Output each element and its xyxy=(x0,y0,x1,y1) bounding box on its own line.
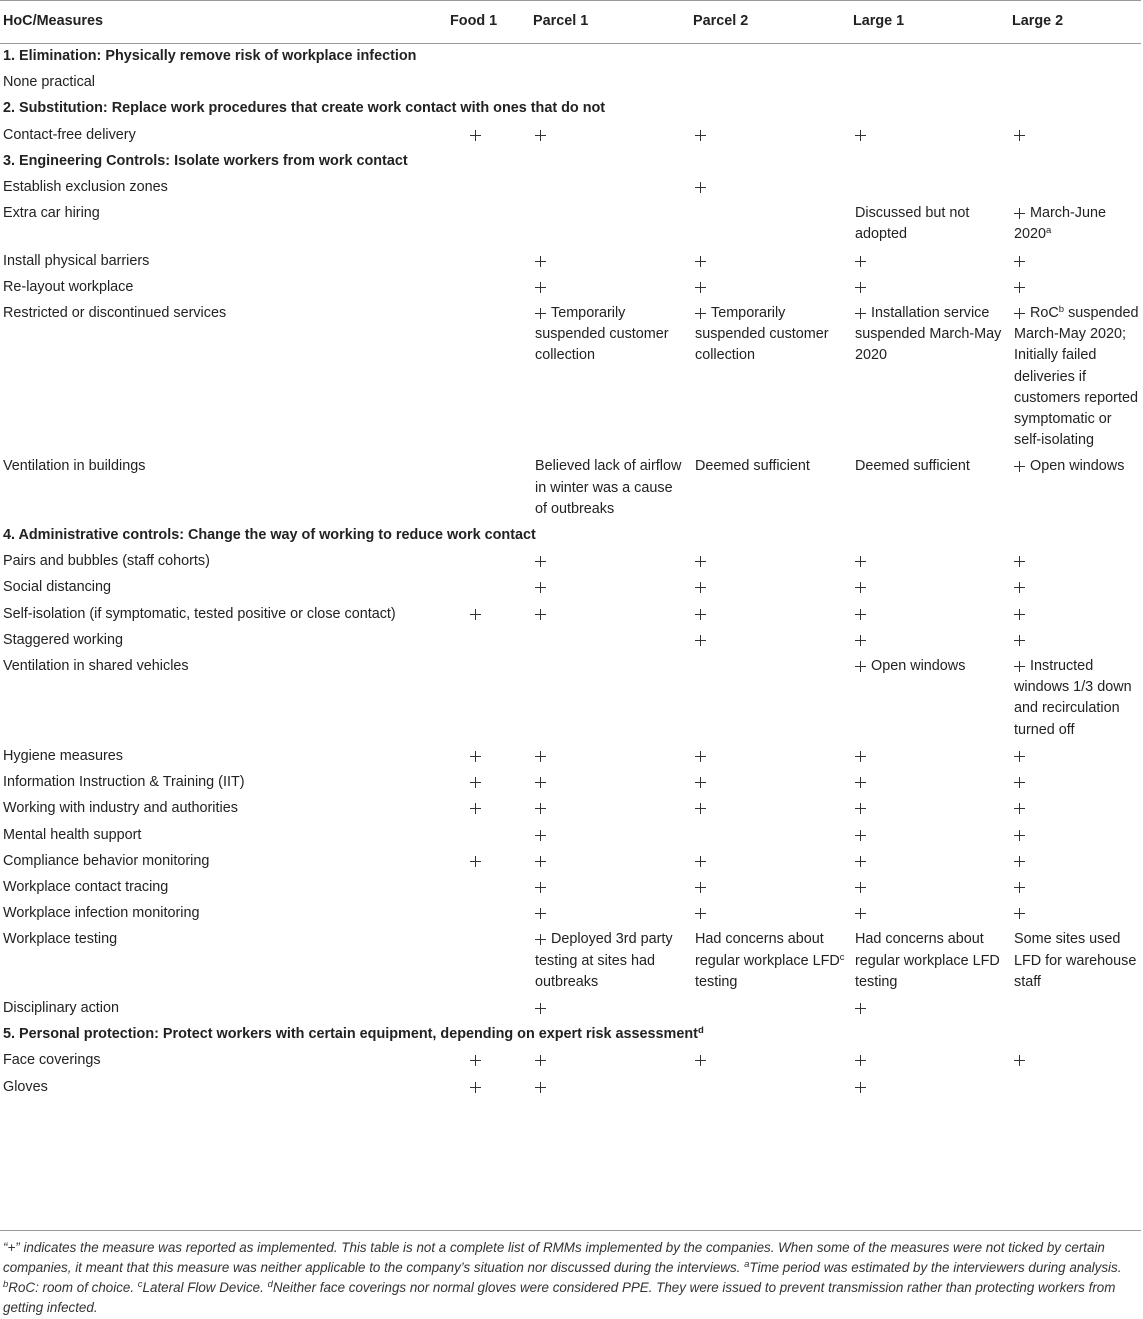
measure-label: Pairs and bubbles (staff cohorts) xyxy=(3,553,210,570)
plus-mark xyxy=(855,803,866,814)
cell-large-1 xyxy=(850,770,1009,796)
plus-mark xyxy=(1014,130,1025,141)
cell-food-1 xyxy=(445,249,530,275)
measure-label: Ventilation in buildings xyxy=(3,458,146,475)
plus-mark xyxy=(1014,308,1025,319)
cell-parcel-2 xyxy=(690,123,850,149)
plus-mark xyxy=(695,609,706,620)
cell-large-1 xyxy=(850,602,1009,628)
plus-mark xyxy=(470,803,481,814)
cell-large-1 xyxy=(850,175,1009,201)
cell-parcel-2 xyxy=(690,796,850,822)
cell-food-1 xyxy=(445,654,530,744)
plus-mark xyxy=(535,582,546,593)
cell-food-1 xyxy=(445,628,530,654)
cell-parcel-1 xyxy=(530,70,690,96)
cell-large-2 xyxy=(1009,628,1141,654)
cell-food-1 xyxy=(445,927,530,996)
plus-mark xyxy=(470,1055,481,1066)
header-measures: HoC/Measures xyxy=(0,1,445,44)
measure-label: Establish exclusion zones xyxy=(3,179,168,196)
plus-mark xyxy=(535,130,546,141)
cell-parcel-2 xyxy=(690,70,850,96)
cell-food-1 xyxy=(445,201,530,248)
plus-mark xyxy=(535,777,546,788)
plus-mark xyxy=(695,182,706,193)
plus-mark xyxy=(535,934,546,945)
plus-mark xyxy=(855,777,866,788)
table-row xyxy=(0,901,1141,927)
plus-mark xyxy=(855,556,866,567)
section-title: 1. Elimination: Physically remove risk of workplace infection xyxy=(3,48,417,64)
table-row xyxy=(0,744,1141,770)
cell-large-2 xyxy=(1009,249,1141,275)
cell-parcel-1 xyxy=(530,770,690,796)
cell-parcel-2 xyxy=(690,201,850,248)
cell-parcel-1 xyxy=(530,823,690,849)
cell-large-2: Instructed windows 1/3 down and recirculation turned off xyxy=(1014,658,1132,738)
measure-label: Disciplinary action xyxy=(3,999,119,1016)
cell-parcel-2 xyxy=(690,628,850,654)
cell-large-1: Discussed but not adopted xyxy=(855,205,970,243)
cell-food-1 xyxy=(445,301,530,454)
table-row xyxy=(0,201,1141,248)
cell-parcel-2 xyxy=(690,996,850,1022)
cell-large-1 xyxy=(850,875,1009,901)
plus-mark xyxy=(695,308,706,319)
plus-mark xyxy=(695,282,706,293)
cell-parcel-2 xyxy=(690,175,850,201)
plus-mark xyxy=(470,130,481,141)
cell-parcel-2: Temporarily suspended customer collection xyxy=(695,305,829,364)
plus-mark xyxy=(695,908,706,919)
cell-food-1 xyxy=(445,901,530,927)
plus-mark xyxy=(535,830,546,841)
plus-mark xyxy=(695,130,706,141)
table-row xyxy=(0,823,1141,849)
plus-mark xyxy=(470,1082,481,1093)
plus-mark xyxy=(855,751,866,762)
header-parcel-1: Parcel 1 xyxy=(530,1,690,44)
plus-mark xyxy=(855,856,866,867)
plus-mark xyxy=(470,777,481,788)
section-row xyxy=(0,149,1141,175)
measure-label: Re-layout workplace xyxy=(3,278,134,295)
cell-large-1 xyxy=(850,901,1009,927)
cell-parcel-1 xyxy=(530,654,690,744)
plus-mark xyxy=(855,635,866,646)
cell-food-1 xyxy=(445,996,530,1022)
plus-mark xyxy=(535,282,546,293)
measure-label: Self-isolation (if symptomatic, tested positive or close contact) xyxy=(3,605,396,622)
cell-parcel-2 xyxy=(690,770,850,796)
plus-mark xyxy=(1014,777,1025,788)
table-footnote: “+” indicates the measure was reported as implemented. This table is not a complete list of RMMs implemented by the companies. When some of the measures were not ticked by certain companies, it meant that this measure was neither applicable to the company’s situation nor discussed during the interviews. $^a$Time period was estimated by the interviewers during analysis. $^b$RoC: room of choice. $^c$Lateral Flow Device. $^d$Neither face coverings nor normal gloves were considered PPE. They were issued to prevent transmission rather than protecting workers from getting infected. xyxy=(3,1240,1122,1315)
cell-large-2 xyxy=(1009,1075,1141,1101)
plus-mark xyxy=(1014,882,1025,893)
cell-parcel-2: Deemed sufficient xyxy=(695,458,810,475)
plus-mark xyxy=(1014,803,1025,814)
measure-label: Workplace testing xyxy=(3,931,118,948)
header-row xyxy=(0,1,1141,44)
cell-parcel-2 xyxy=(690,744,850,770)
cell-large-2 xyxy=(1009,123,1141,149)
section-title: 3. Engineering Controls: Isolate workers from work contact xyxy=(3,152,408,169)
table-row xyxy=(0,549,1141,575)
cell-parcel-2 xyxy=(690,575,850,601)
cell-parcel-1 xyxy=(530,796,690,822)
table-row xyxy=(0,70,1141,96)
table-row xyxy=(0,249,1141,275)
plus-mark xyxy=(855,908,866,919)
table-row xyxy=(0,796,1141,822)
cell-large-1 xyxy=(850,744,1009,770)
cell-large-2 xyxy=(1009,996,1141,1022)
table-row xyxy=(0,175,1141,201)
plus-mark xyxy=(695,582,706,593)
cell-large-2 xyxy=(1009,1048,1141,1074)
cell-large-1 xyxy=(850,575,1009,601)
cell-food-1 xyxy=(445,175,530,201)
cell-large-1: Open windows xyxy=(850,654,1009,744)
plus-mark xyxy=(695,803,706,814)
plus-mark xyxy=(535,908,546,919)
plus-mark xyxy=(1014,461,1025,472)
cell-food-1 xyxy=(445,454,530,523)
plus-mark xyxy=(470,609,481,620)
cell-large-1 xyxy=(850,123,1009,149)
measure-label: Mental health support xyxy=(3,826,142,843)
measure-label: Staggered working xyxy=(3,631,123,648)
plus-mark xyxy=(695,751,706,762)
cell-food-1 xyxy=(445,70,530,96)
cell-parcel-2 xyxy=(690,1048,850,1074)
table-row xyxy=(0,849,1141,875)
cell-large-2 xyxy=(1009,875,1141,901)
header-large-2: Large 2 xyxy=(1009,1,1141,44)
plus-mark xyxy=(535,256,546,267)
plus-mark xyxy=(855,582,866,593)
cell-large-1: Had concerns about regular workplace LFD testing xyxy=(855,931,1000,990)
cell-parcel-2 xyxy=(690,875,850,901)
cell-food-1 xyxy=(445,744,530,770)
measure-label: Hygiene measures xyxy=(3,747,123,764)
cell-large-1 xyxy=(850,1048,1009,1074)
cell-food-1 xyxy=(445,602,530,628)
cell-parcel-2: Had concerns about regular workplace LFD$^c$ testing xyxy=(695,931,845,990)
table-row xyxy=(0,996,1141,1022)
cell-large-1 xyxy=(850,823,1009,849)
cell-large-2: RoC$^b$ suspended March-May 2020; Initially failed deliveries if customers reported symptomatic or self-isolating xyxy=(1014,304,1139,449)
cell-food-1 xyxy=(445,770,530,796)
cell-parcel-2 xyxy=(690,654,850,744)
cell-food-1 xyxy=(445,875,530,901)
section-title: 2. Substitution: Replace work procedures that create work contact with ones that do not xyxy=(3,100,606,117)
measure-label: Restricted or discontinued services xyxy=(3,305,227,322)
cell-parcel-1 xyxy=(530,1075,690,1101)
plus-mark xyxy=(535,856,546,867)
cell-food-1 xyxy=(445,575,530,601)
cell-large-2 xyxy=(1009,849,1141,875)
cell-parcel-2 xyxy=(690,275,850,301)
plus-mark xyxy=(855,308,866,319)
cell-parcel-1: Believed lack of airflow in winter was a cause of outbreaks xyxy=(535,458,682,517)
cell-large-2 xyxy=(1009,823,1141,849)
plus-mark xyxy=(1014,908,1025,919)
cell-parcel-2 xyxy=(690,901,850,927)
plus-mark xyxy=(695,256,706,267)
cell-parcel-1 xyxy=(530,249,690,275)
cell-parcel-1 xyxy=(530,875,690,901)
measure-label: Install physical barriers xyxy=(3,252,150,269)
cell-large-1 xyxy=(850,1075,1009,1101)
cell-food-1 xyxy=(445,275,530,301)
cell-parcel-2 xyxy=(690,249,850,275)
plus-mark xyxy=(1014,635,1025,646)
cell-parcel-1 xyxy=(530,175,690,201)
plus-mark xyxy=(1014,582,1025,593)
plus-mark xyxy=(1014,208,1025,219)
cell-parcel-2 xyxy=(690,549,850,575)
measure-label: Gloves xyxy=(3,1078,48,1095)
cell-parcel-2 xyxy=(690,1075,850,1101)
cell-parcel-1 xyxy=(530,849,690,875)
cell-large-1: Deemed sufficient xyxy=(855,458,970,475)
plus-mark xyxy=(855,609,866,620)
table-row xyxy=(0,275,1141,301)
cell-parcel-1 xyxy=(530,123,690,149)
cell-parcel-1 xyxy=(530,996,690,1022)
cell-parcel-1 xyxy=(530,549,690,575)
measure-label: Face coverings xyxy=(3,1052,101,1069)
plus-mark xyxy=(535,609,546,620)
plus-mark xyxy=(535,308,546,319)
cell-food-1 xyxy=(445,1075,530,1101)
plus-mark xyxy=(535,556,546,567)
cell-large-1: Installation service suspended March-May 2020 xyxy=(855,305,1002,364)
plus-mark xyxy=(470,856,481,867)
plus-mark xyxy=(855,282,866,293)
cell-parcel-1 xyxy=(530,1048,690,1074)
plus-mark xyxy=(855,1082,866,1093)
cell-parcel-1 xyxy=(530,744,690,770)
plus-mark xyxy=(695,1055,706,1066)
measure-label: Information Instruction & Training (IIT) xyxy=(3,774,245,791)
cell-large-1 xyxy=(850,796,1009,822)
measure-label: Workplace contact tracing xyxy=(3,878,169,895)
cell-parcel-1 xyxy=(530,201,690,248)
table-row xyxy=(0,301,1141,454)
plus-mark xyxy=(695,556,706,567)
header-parcel-2: Parcel 2 xyxy=(690,1,850,44)
measure-label: Contact-free delivery xyxy=(3,126,136,143)
measure-label: None practical xyxy=(3,74,95,91)
table-row xyxy=(0,575,1141,601)
cell-large-1 xyxy=(850,996,1009,1022)
cell-large-2: Open windows xyxy=(1009,454,1141,523)
measure-label: Workplace infection monitoring xyxy=(3,905,200,922)
measure-label: Extra car hiring xyxy=(3,205,100,222)
table-body xyxy=(0,44,1141,1101)
table-row xyxy=(0,875,1141,901)
table-row xyxy=(0,628,1141,654)
cell-parcel-2 xyxy=(690,602,850,628)
section-row xyxy=(0,44,1141,71)
plus-mark xyxy=(1014,661,1025,672)
cell-parcel-1 xyxy=(530,901,690,927)
cell-food-1 xyxy=(445,549,530,575)
header-food-1: Food 1 xyxy=(445,1,530,44)
plus-mark xyxy=(1014,830,1025,841)
plus-mark xyxy=(1014,556,1025,567)
cell-food-1 xyxy=(445,823,530,849)
cell-large-1 xyxy=(850,249,1009,275)
plus-mark xyxy=(1014,609,1025,620)
cell-parcel-1: Temporarily suspended customer collection xyxy=(535,305,669,364)
cell-large-2 xyxy=(1009,770,1141,796)
plus-mark xyxy=(855,130,866,141)
header-large-1: Large 1 xyxy=(850,1,1009,44)
cell-parcel-1 xyxy=(530,628,690,654)
footer-divider xyxy=(0,1230,1141,1231)
plus-mark xyxy=(855,882,866,893)
cell-parcel-1: Deployed 3rd party testing at sites had outbreaks xyxy=(535,931,673,990)
cell-large-2: March-June 2020$^a$ xyxy=(1014,205,1106,243)
plus-mark xyxy=(1014,282,1025,293)
table-row xyxy=(0,123,1141,149)
cell-food-1 xyxy=(445,796,530,822)
plus-mark xyxy=(855,830,866,841)
table-row xyxy=(0,1048,1141,1074)
cell-large-2 xyxy=(1009,901,1141,927)
section-row xyxy=(0,96,1141,122)
plus-mark xyxy=(535,1055,546,1066)
plus-mark xyxy=(1014,1055,1025,1066)
cell-large-2: Some sites used LFD for warehouse staff xyxy=(1014,931,1137,990)
cell-parcel-1 xyxy=(530,575,690,601)
plus-mark xyxy=(695,777,706,788)
measure-label: Working with industry and authorities xyxy=(3,800,238,817)
cell-large-1 xyxy=(850,275,1009,301)
measure-label: Social distancing xyxy=(3,579,111,596)
plus-mark xyxy=(535,751,546,762)
plus-mark xyxy=(470,751,481,762)
section-title: 5. Personal protection: Protect workers with certain equipment, depending on expert risk assessment$^d$ xyxy=(3,1025,704,1043)
cell-food-1 xyxy=(445,123,530,149)
plus-mark xyxy=(855,256,866,267)
plus-mark xyxy=(1014,256,1025,267)
plus-mark xyxy=(535,803,546,814)
plus-mark xyxy=(695,635,706,646)
section-title: 4. Administrative controls: Change the way of working to reduce work contact xyxy=(3,527,536,544)
table-row xyxy=(0,770,1141,796)
section-row xyxy=(0,1022,1141,1048)
plus-mark xyxy=(855,1055,866,1066)
cell-large-1 xyxy=(850,70,1009,96)
table-header xyxy=(0,1,1141,44)
plus-mark xyxy=(535,1003,546,1014)
plus-mark xyxy=(855,661,866,672)
section-row xyxy=(0,523,1141,549)
cell-large-2 xyxy=(1009,175,1141,201)
cell-parcel-1 xyxy=(530,602,690,628)
plus-mark xyxy=(695,856,706,867)
cell-large-2 xyxy=(1009,275,1141,301)
cell-food-1 xyxy=(445,1048,530,1074)
cell-large-1 xyxy=(850,549,1009,575)
table-row xyxy=(0,454,1141,523)
cell-large-2 xyxy=(1009,744,1141,770)
measure-label: Ventilation in shared vehicles xyxy=(3,658,189,675)
cell-food-1 xyxy=(445,849,530,875)
cell-parcel-2 xyxy=(690,849,850,875)
table-row xyxy=(0,1075,1141,1101)
cell-large-2 xyxy=(1009,575,1141,601)
cell-parcel-2 xyxy=(690,823,850,849)
cell-large-2 xyxy=(1009,549,1141,575)
cell-parcel-1 xyxy=(530,275,690,301)
cell-large-1 xyxy=(850,628,1009,654)
cell-large-2 xyxy=(1009,602,1141,628)
table-row xyxy=(0,654,1141,744)
plus-mark xyxy=(695,882,706,893)
plus-mark xyxy=(1014,751,1025,762)
plus-mark xyxy=(535,1082,546,1093)
plus-mark xyxy=(1014,856,1025,867)
table-row xyxy=(0,602,1141,628)
cell-large-2 xyxy=(1009,70,1141,96)
table-row xyxy=(0,927,1141,996)
cell-large-1 xyxy=(850,849,1009,875)
cell-large-2 xyxy=(1009,796,1141,822)
plus-mark xyxy=(855,1003,866,1014)
measure-label: Compliance behavior monitoring xyxy=(3,852,210,869)
plus-mark xyxy=(535,882,546,893)
